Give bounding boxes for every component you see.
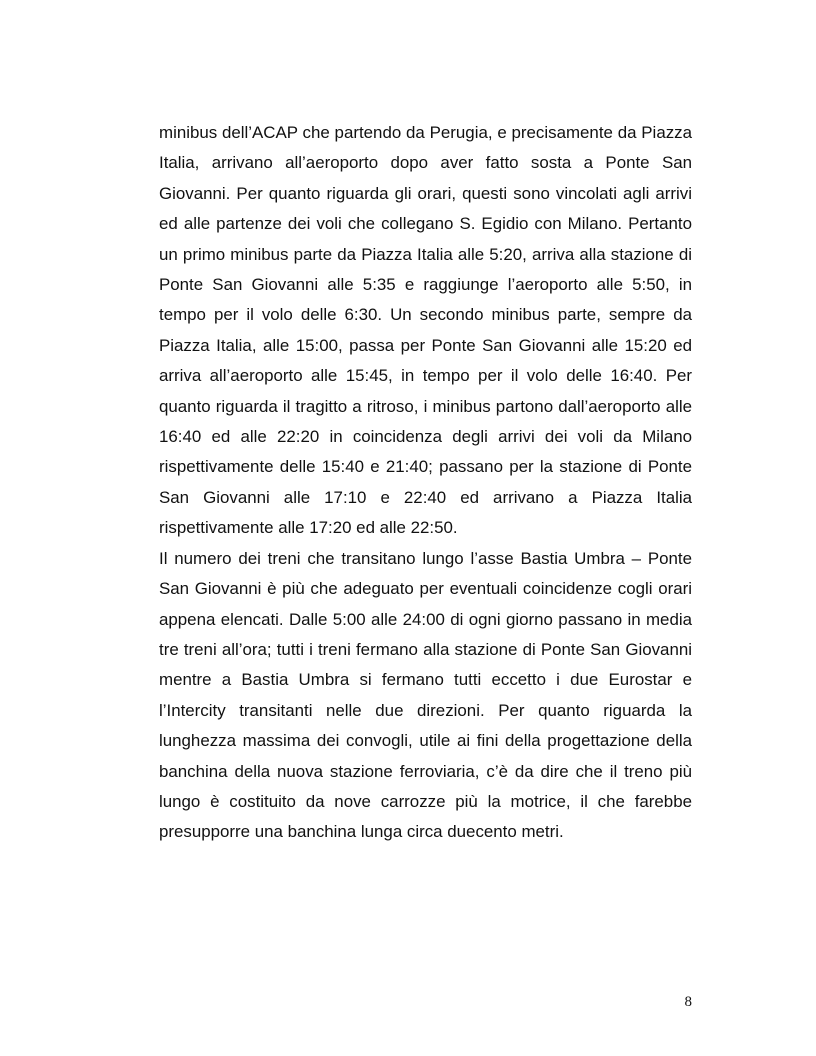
body-text [159,118,692,848]
paragraph-2: Il numero dei treni che transitano lungo l’asse Bastia Umbra – Ponte San Giovanni è più che adeguato per eventuali coincidenze cogli orari appena elencati. Dalle 5:00 alle 24:00 di ogni giorno passano in media tre treni all’ora; tutti i treni fermano alla stazione di Ponte San Giovanni mentre a Bastia Umbra si fermano tutti eccetto i due Eurostar e l’Intercity transitanti nelle due direzioni. Per quanto riguarda la lunghezza massima dei convogli, utile ai fini della progettazione della banchina della nuova stazione ferroviaria, c’è da dire che il treno più lungo è costituito da nove carrozze più la motrice, il che farebbe presupporre una banchina lunga circa duecento metri. [159,548,692,842]
page-number: 8 [684,994,692,1010]
paragraph-1: minibus dell’ACAP che partendo da Perugia, e precisamente da Piazza Italia, arrivano all’aeroporto dopo aver fatto sosta a Ponte San Giovanni. Per quanto riguarda gli orari, questi sono vincolati agli arrivi ed alle partenze dei voli che collegano S. Egidio con Milano. Pertanto un primo minibus parte da Piazza Italia alle 5:20, arriva alla stazione di Ponte San Giovanni alle 5:35 e raggiunge l’aeroporto alle 5:50, in tempo per il volo delle 6:30. Un secondo minibus parte, sempre da Piazza Italia, alle 15:00, passa per Ponte San Giovanni alle 15:20 ed arriva all’aeroporto alle 15:45, in tempo per il volo delle 16:40. Per quanto riguarda il tragitto a ritroso, i minibus partono dall’aeroporto alle 16:40 ed alle 22:20 in coincidenza degli arrivi dei voli da Milano rispettivamente delle 15:40 e 21:40; passano per la stazione di Ponte San Giovanni alle 17:10 e 22:40 ed arrivano a Piazza Italia rispettivamente alle 17:20 ed alle 22:50. [159,123,692,538]
